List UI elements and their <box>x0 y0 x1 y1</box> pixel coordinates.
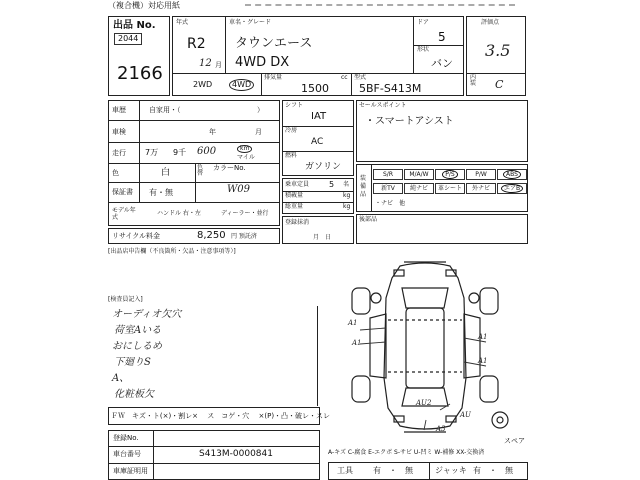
faded-header-line <box>245 4 515 6</box>
color-label: 色 <box>112 169 119 177</box>
mileage-hand: 600 <box>197 146 217 157</box>
gross-label: 総重量 <box>285 203 304 210</box>
inspector-note-line: 化粧板欠 <box>114 389 154 400</box>
model-label: 型式 <box>354 74 367 81</box>
seats-unit: 名 <box>343 181 350 188</box>
car-damage-diagram <box>330 258 520 438</box>
lot-small-number: 2044 <box>114 33 142 45</box>
name-label: 車名・グレード <box>229 19 272 26</box>
fuel-value: ガソリン <box>305 162 342 172</box>
capacity-table <box>282 178 354 214</box>
color-value: 白 <box>161 168 171 178</box>
sheet-top-text: （複合機）対応用紙 <box>108 1 180 10</box>
lot-label: 出品 No. <box>113 20 156 31</box>
aftercare-label: 後部品 <box>359 216 378 223</box>
mileage-mile: マイル <box>237 154 255 161</box>
chassis-value: S413M-0000841 <box>199 449 273 459</box>
ac-value: AC <box>311 137 324 147</box>
aftercare-box <box>356 214 528 244</box>
load-unit: kg <box>343 192 351 199</box>
shaken-label: 車検 <box>112 128 126 136</box>
registration-box <box>282 216 354 244</box>
inspector-notes <box>108 306 318 406</box>
doors-label: ドア <box>417 19 429 26</box>
damage-mark-3: A1 <box>478 333 488 341</box>
vehicle-name: タウンエース <box>235 36 313 51</box>
seats-value: 5 <box>329 180 335 189</box>
specs-table <box>282 100 354 176</box>
shaken-month: 月 <box>255 128 262 136</box>
load-label: 積載量 <box>285 192 304 199</box>
spare-label: スペア <box>504 437 525 445</box>
recycle-label: リサイクル料金 <box>112 232 161 240</box>
jack-value: 有 ・ 無 <box>473 466 513 475</box>
history-label: 車歴 <box>112 106 126 114</box>
lot-number: 2166 <box>117 63 163 84</box>
sales-point-label: セールスポイント <box>359 102 407 109</box>
doors-value: 5 <box>438 30 446 44</box>
equipment-item: S/R <box>373 169 403 180</box>
drive-2wd: 2WD <box>193 80 213 89</box>
recycle-value: 8,250 <box>197 230 226 241</box>
cert-label: 車庫証明用 <box>113 467 148 475</box>
equipment-item: エアB <box>497 183 527 194</box>
equipment-box <box>356 164 528 212</box>
vehicle-grade: 4WD DX <box>235 55 290 70</box>
inspector-note-line: 下廻りS <box>114 357 151 368</box>
damage-mark-6: A3 <box>436 425 446 433</box>
handle-label: ハンドル 右・左 <box>157 210 201 217</box>
defect-legend: ＦＷ キズ・ト(×)・割レ× ス コゲ・穴 ×(P)・凸・破レ・スレ <box>111 412 331 420</box>
year-month: 12 <box>199 58 212 69</box>
equipment-label: 装備品 <box>360 175 367 198</box>
inspector-note-line: 荷室Aいる <box>114 325 162 336</box>
shift-label: シフト <box>285 102 304 109</box>
mileage-man: 7万 <box>145 148 159 157</box>
color-change-label: 色替 <box>197 164 204 177</box>
equipment-item: 外ナビ <box>466 183 496 194</box>
damage-mark-2: A1 <box>352 339 362 347</box>
registration-label: 登録抹消 <box>285 219 310 226</box>
history-table: 車歴 自家用・（ ） 車検 年 月 走行 7万 9千 600 km マイル 色 白 色替 カラーNo. 保証書 有・無 W09 モデル年式 ハンドル 右・左 ディーラー・並行 <box>108 100 280 226</box>
tools-row <box>328 462 528 480</box>
fuel-label: 燃料 <box>285 152 298 159</box>
registration-table <box>108 430 320 480</box>
tools-label: 工具 <box>337 466 353 475</box>
notes-label: [出品店申告欄（不良箇所・欠品・注意事項等）] <box>108 248 236 255</box>
defect-legend-row <box>108 407 331 425</box>
mileage-km-circled: km <box>237 145 252 153</box>
inspector-note-line: オーディオ欠穴 <box>112 309 182 320</box>
recycle-row <box>108 228 280 244</box>
interior-score: C <box>495 78 504 91</box>
mileage-sen: 9千 <box>173 148 187 157</box>
model-value: 5BF-S413M <box>359 82 422 95</box>
score-label: 評価点 <box>481 19 500 26</box>
lot-number-box <box>108 16 170 96</box>
drive-4wd-circled: 4WD <box>229 79 254 91</box>
vehicle-info-block <box>172 16 464 96</box>
registration-unit: 月 日 <box>313 234 332 241</box>
damage-mark-4: A1 <box>478 357 488 365</box>
displacement-value: 1500 <box>301 82 329 95</box>
chassis-label: 車台番号 <box>113 450 141 458</box>
score-box <box>466 16 526 96</box>
shape-value: バン <box>431 57 453 70</box>
damage-mark-1: A1 <box>348 319 358 327</box>
damage-mark-7: AU <box>460 411 471 419</box>
recycle-unit: 円 預託済 <box>231 233 257 240</box>
ac-label: 冷房 <box>285 127 298 134</box>
score-value: 3.5 <box>485 41 511 60</box>
damage-key: A-キズ C-腐食 E-エクボ S-サビ U-凹ミ W-補修 XX-交換済 <box>328 449 485 456</box>
inspector-note-line: おにしるめ <box>112 341 162 352</box>
jack-label: ジャッキ <box>435 466 467 475</box>
seats-label: 乗車定員 <box>285 181 310 188</box>
equipment-item: 純ナビ <box>404 183 434 194</box>
warranty-label: 保証書 <box>112 188 133 196</box>
displacement-label: 排気量 <box>264 74 283 81</box>
equipment-extra: ・ナビ 他 <box>375 200 406 207</box>
sales-point-text: ・スマートアシスト <box>365 116 454 127</box>
interior-label: 内装 <box>470 74 477 87</box>
equipment-item: 革シート <box>435 183 465 194</box>
shift-value: IAT <box>311 111 327 122</box>
color-no-label: カラーNo. <box>213 164 246 172</box>
month-unit: 月 <box>215 61 222 69</box>
sales-point-box <box>356 100 528 162</box>
inspector-label: [検査員記入] <box>108 296 143 303</box>
tools-value: 有 ・ 無 <box>373 466 413 475</box>
color-no-value: W09 <box>227 184 251 195</box>
equipment-item: P/S <box>435 169 465 180</box>
history-value: 自家用・（ <box>149 106 181 114</box>
year-era: R2 <box>187 36 206 52</box>
mileage-label: 走行 <box>112 149 126 157</box>
damage-mark-5: AU2 <box>416 399 432 407</box>
displacement-unit: cc <box>341 74 348 81</box>
equipment-item: P/W <box>466 169 496 180</box>
model-year-label: モデル年式 <box>112 207 136 221</box>
equipment-item: 新TV <box>373 183 403 194</box>
gross-unit: kg <box>343 203 351 210</box>
warranty-value: 有・無 <box>149 188 173 197</box>
inspector-note-line: A、 <box>112 373 130 384</box>
year-label: 年式 <box>176 19 189 26</box>
equipment-item: ABS <box>497 169 527 180</box>
equipment-item: M/A/W <box>404 169 434 180</box>
shaken-year: 年 <box>209 128 216 136</box>
dealer-label: ディーラー・並行 <box>221 210 269 217</box>
reg-no-label: 登録No. <box>113 434 139 442</box>
shape-label: 形状 <box>417 46 430 53</box>
